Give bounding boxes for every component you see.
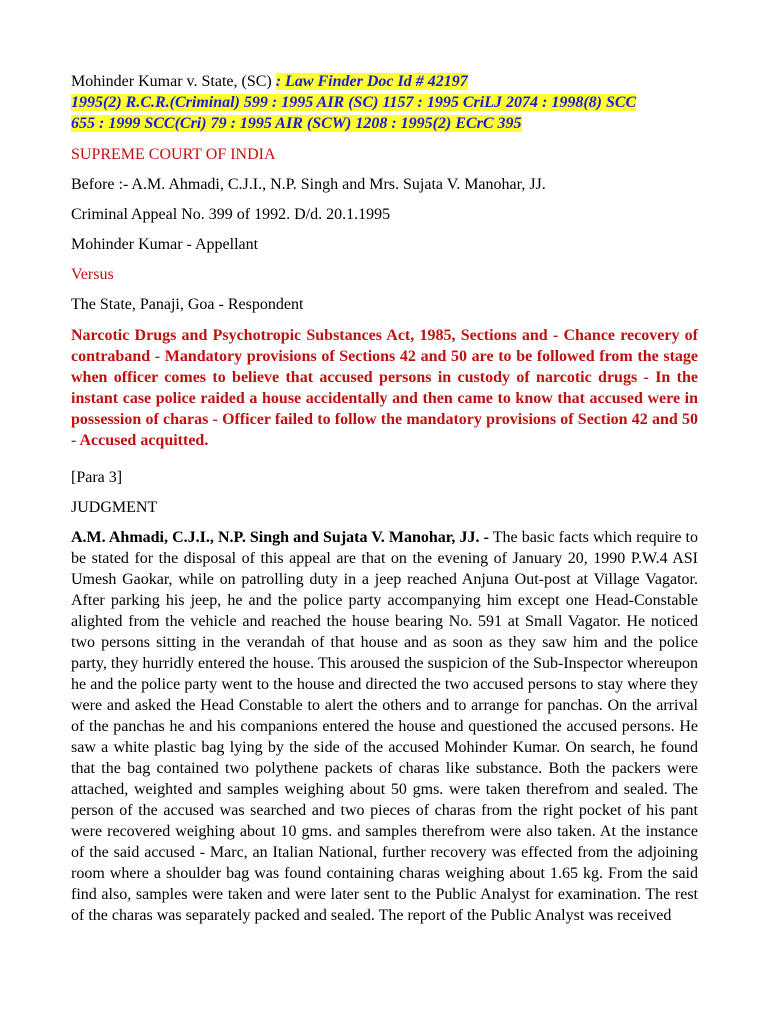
para-reference: [Para 3] <box>71 469 123 486</box>
case-header <box>71 71 698 92</box>
court-name: SUPREME COURT OF INDIA <box>71 146 276 163</box>
citations <box>71 92 698 134</box>
judgment-body: The basic facts which require to be stated for the disposal of this appeal are that on the evening of January 20, 1990 P.W.4 ASI Umesh Gaokar, while on patrolling duty in a jeep reached Anjuna Out-post at Village Vagator. After parking his jeep, he and the police party accompanying him except one Head-Constable alighted from the vehicle and reached the house bearing No. 591 at Small Vagator. He noticed two persons sitting in the verandah of that house and as soon as they saw him and the police party, they hurridly entered the house. This aroused the suspicion of the Sub-Inspector whereupon he and the police party went to the house and directed the two accused persons to stay where they were and asked the Head Constable to alert the others and to arrange for panchas. On the arrival of the panchas he and his companions entered the house and questioned the accused persons. He saw a white plastic bag lying by the side of the accused Mohinder Kumar. On search, he found that the bag contained two polythene packets of charas like substance. Both the packers were attached, weighted and samples weighing about 50 gms. were taken therefrom and sealed. The person of the accused was searched and two pieces of charas from the right pocket of his pant were recovered weighing about 10 gms. and samples therefrom were also taken. At the instance of the said accused - Marc, an Italian National, further recovery was effected from the adjoining room where a shoulder bag was found containing charas weighing about 1.65 kg. From the said find also, samples were taken and were later sent to the Public Analyst for examination. The rest of the charas was separately packed and sealed. The report of the Public Analyst was received <box>71 529 698 924</box>
doc-id: : Law Finder Doc Id # 42197 <box>275 73 468 90</box>
judgment-paragraph <box>71 527 698 926</box>
judgment-heading: JUDGMENT <box>71 499 158 516</box>
judgment-judges: A.M. Ahmadi, C.J.I., N.P. Singh and Sujata V. Manohar, JJ. - <box>71 529 489 546</box>
citations-line-1: 1995(2) R.C.R.(Criminal) 599 : 1995 AIR (SC) 1157 : 1995 CriLJ 2074 : 1998(8) SCC <box>71 94 637 111</box>
citations-line-2: 655 : 1999 SCC(Cri) 79 : 1995 AIR (SCW) 1208 : 1995(2) ECrC 395 <box>71 115 522 132</box>
appeal-number: Criminal Appeal No. 399 of 1992. D/d. 20.1.1995 <box>71 206 391 223</box>
case-title: Mohinder Kumar v. State, (SC) <box>71 73 276 90</box>
document-page <box>71 71 698 942</box>
versus-label: Versus <box>71 266 114 283</box>
headnote: Narcotic Drugs and Psychotropic Substances Act, 1985, Sections and - Chance recovery of contraband - Mandatory provisions of Sections 42 and 50 are to be followed from the stage when officer comes to believe that accused persons in custody of narcotic drugs - In the instant case police raided a house accidentally and then came to know that accused were in possession of charas - Officer failed to follow the mandatory provisions of Section 42 and 50 - Accused acquitted. <box>71 327 698 449</box>
respondent: The State, Panaji, Goa - Respondent <box>71 296 304 313</box>
bench: Before :- A.M. Ahmadi, C.J.I., N.P. Singh and Mrs. Sujata V. Manohar, JJ. <box>71 176 546 193</box>
appellant: Mohinder Kumar - Appellant <box>71 236 259 253</box>
